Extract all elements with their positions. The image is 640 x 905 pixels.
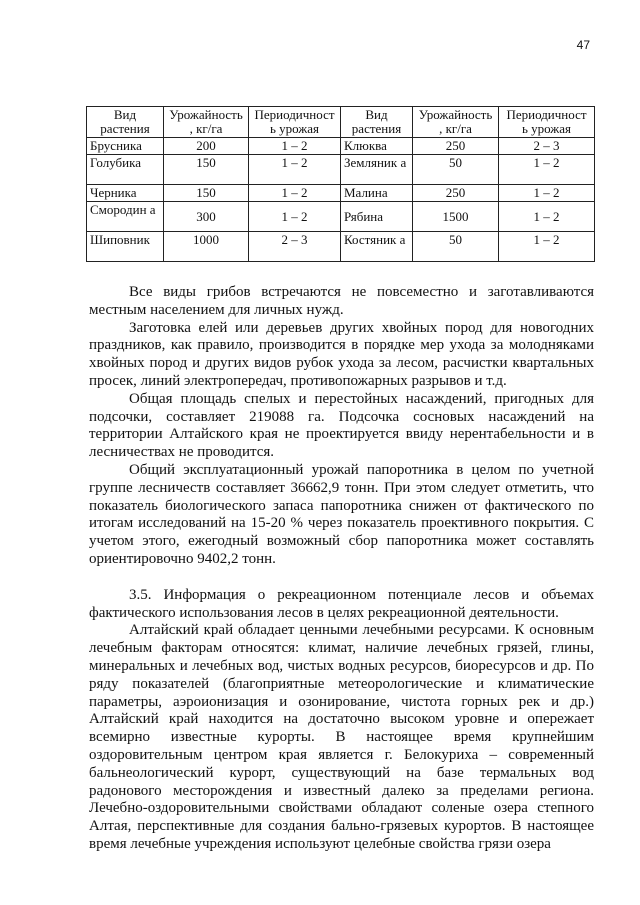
table-cell: 200 [164, 138, 249, 155]
table-cell: 150 [164, 155, 249, 185]
table-cell: Костяник а [341, 232, 413, 262]
paragraph-mushrooms: Все виды грибов встречаются не повсеместно и заготавливаются местным населением для личных нужд. [89, 284, 594, 318]
table-cell: Брусника [87, 138, 164, 155]
table-cell: 300 [164, 202, 249, 232]
table-cell: Клюква [341, 138, 413, 155]
table-cell: 1500 [413, 202, 499, 232]
table-cell: Голубика [87, 155, 164, 185]
table-cell: 2 – 3 [499, 138, 595, 155]
table-cell: 50 [413, 155, 499, 185]
table-cell: Смородин а [87, 202, 164, 232]
table-cell: 250 [413, 185, 499, 202]
table-cell: Земляник а [341, 155, 413, 185]
table-row [87, 202, 595, 232]
table-cell: 1 – 2 [499, 232, 595, 262]
table-cell: 250 [413, 138, 499, 155]
header-yield: Урожайность , кг/га [164, 107, 249, 138]
table-cell: 1 – 2 [499, 155, 595, 185]
table-row [87, 138, 595, 155]
header-yield-2: Урожайность , кг/га [413, 107, 499, 138]
table-row [87, 155, 595, 185]
table-cell: Рябина [341, 202, 413, 232]
table-cell: 1 – 2 [249, 155, 341, 185]
table-row [87, 185, 595, 202]
header-periodicity-2: Периодичност ь урожая [499, 107, 595, 138]
table-cell: Шиповник [87, 232, 164, 262]
table-cell: 150 [164, 185, 249, 202]
header-plant-type-2: Вид растения [341, 107, 413, 138]
paragraph-christmas-trees: Заготовка елей или деревьев других хвойных пород для новогодних праздников, как правило, производится в порядке мер ухода за молодняками хвойных пород и других видов рубок ухода за лесом, расчистки квартальных просек, линий электропередач, противопожарных разрывов и т.д. [89, 319, 594, 389]
header-periodicity: Периодичност ь урожая [249, 107, 341, 138]
table-row [87, 232, 595, 262]
table-cell: 1 – 2 [499, 202, 595, 232]
body-text [89, 284, 594, 854]
section-heading-3-5: 3.5. Информация о рекреационном потенциале лесов и объемах фактического использования лесов в целях рекреационной деятельности. [89, 586, 594, 621]
table-cell: 1 – 2 [249, 138, 341, 155]
header-plant-type: Вид растения [87, 107, 164, 138]
table-cell: Черника [87, 185, 164, 202]
table-cell: 1000 [164, 232, 249, 262]
yield-table [86, 106, 595, 262]
paragraph-fern: Общий эксплуатационный урожай папоротника в целом по учетной группе лесничеств составляет 36662,9 тонн. При этом следует отметить, что показатель биологического запаса папоротника снижен от фактического по итогам исследований на 15-20 % через показатель проективного покрытия. С учетом этого, ежегодный возможный сбор папоротника может составлять ориентировочно 9402,2 тонн. [89, 461, 594, 567]
table-cell: 2 – 3 [249, 232, 341, 262]
table-cell: 1 – 2 [249, 185, 341, 202]
paragraph-recreation: Алтайский край обладает ценными лечебными ресурсами. К основным лечебным факторам относятся: климат, наличие лечебных грязей, глины, минеральных и лечебных вод, чистых водных ресурсов, биоресурсов и др. По ряду показателей (благоприятные метеорологические и климатические параметры, аэроионизация и озонирование, чистота горных рек и др.) Алтайский край находится на достаточно высоком уровне и опережает всемирно известные курорты. В настоящее время крупнейшим оздоровительным центром края является г. Белокуриха – современный бальнеологический курорт, существующий на базе термальных вод радонового месторождения и известный далеко за пределами региона. Лечебно-оздоровительными свойствами обладают соленые озера степного Алтая, перспективные для создания бально-грязевых курортов. В настоящее время лечебные учреждения используют целебные свойства грязи озера [89, 622, 594, 852]
table-cell: 1 – 2 [249, 202, 341, 232]
table-cell: 1 – 2 [499, 185, 595, 202]
table-header-row [87, 107, 595, 138]
table-cell: 50 [413, 232, 499, 262]
table-cell: Малина [341, 185, 413, 202]
paragraph-tapping: Общая площадь спелых и перестойных насаждений, пригодных для подсочки, составляет 219088 га. Подсочка сосновых насаждений на территории Алтайского края не проектируется ввиду нерентабельности и в лесничествах не проводится. [89, 390, 594, 461]
page-number: 47 [576, 38, 590, 52]
